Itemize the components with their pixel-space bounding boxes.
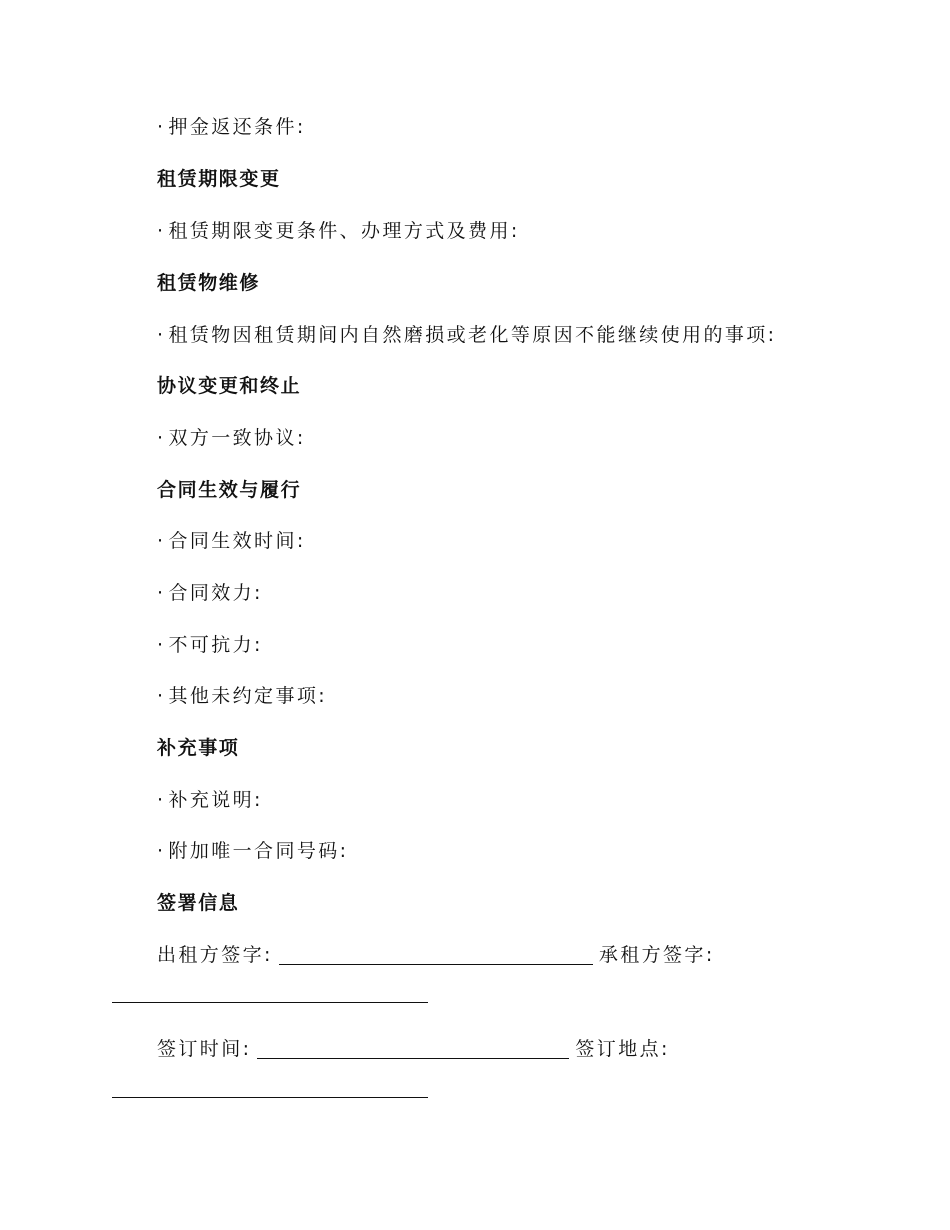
sign-place-label: 签订地点: xyxy=(575,1038,670,1060)
lease-term-change-item: · 租赁期限变更条件、办理方式及费用: xyxy=(157,218,520,244)
heading-lease-repair: 租赁物维修 xyxy=(157,272,261,294)
lessee-signature-label: 承租方签字: xyxy=(598,944,715,966)
effective-time-item: · 合同生效时间: xyxy=(157,528,306,554)
lessee-signature-blank[interactable] xyxy=(112,1002,428,1003)
heading-signature-info: 签署信息 xyxy=(157,892,240,914)
heading-supplementary: 补充事项 xyxy=(157,737,240,759)
sign-place-blank[interactable] xyxy=(112,1097,428,1098)
force-majeure-item: · 不可抗力: xyxy=(157,632,263,658)
lessor-signature-label: 出租方签字: xyxy=(157,944,273,966)
heading-agreement-change: 协议变更和终止 xyxy=(157,375,302,397)
deposit-return-item: · 押金返还条件: xyxy=(157,114,306,140)
heading-lease-term-change: 租赁期限变更 xyxy=(157,168,281,190)
signature-row-parties xyxy=(157,942,715,968)
supplementary-note-item: · 补充说明: xyxy=(157,787,263,813)
heading-contract-effect: 合同生效与履行 xyxy=(157,479,302,501)
contract-validity-item: · 合同效力: xyxy=(157,580,263,606)
lessor-signature-blank[interactable] xyxy=(279,944,593,965)
sign-time-label: 签订时间: xyxy=(157,1038,252,1060)
mutual-agreement-item: · 双方一致协议: xyxy=(157,425,306,451)
contract-number-item: · 附加唯一合同号码: xyxy=(157,838,348,864)
other-matters-item: · 其他未约定事项: xyxy=(157,683,327,709)
signature-row-time-place xyxy=(157,1036,670,1062)
sign-time-blank[interactable] xyxy=(257,1038,569,1059)
lease-repair-item: · 租赁物因租赁期间内自然磨损或老化等原因不能继续使用的事项: xyxy=(157,322,776,348)
